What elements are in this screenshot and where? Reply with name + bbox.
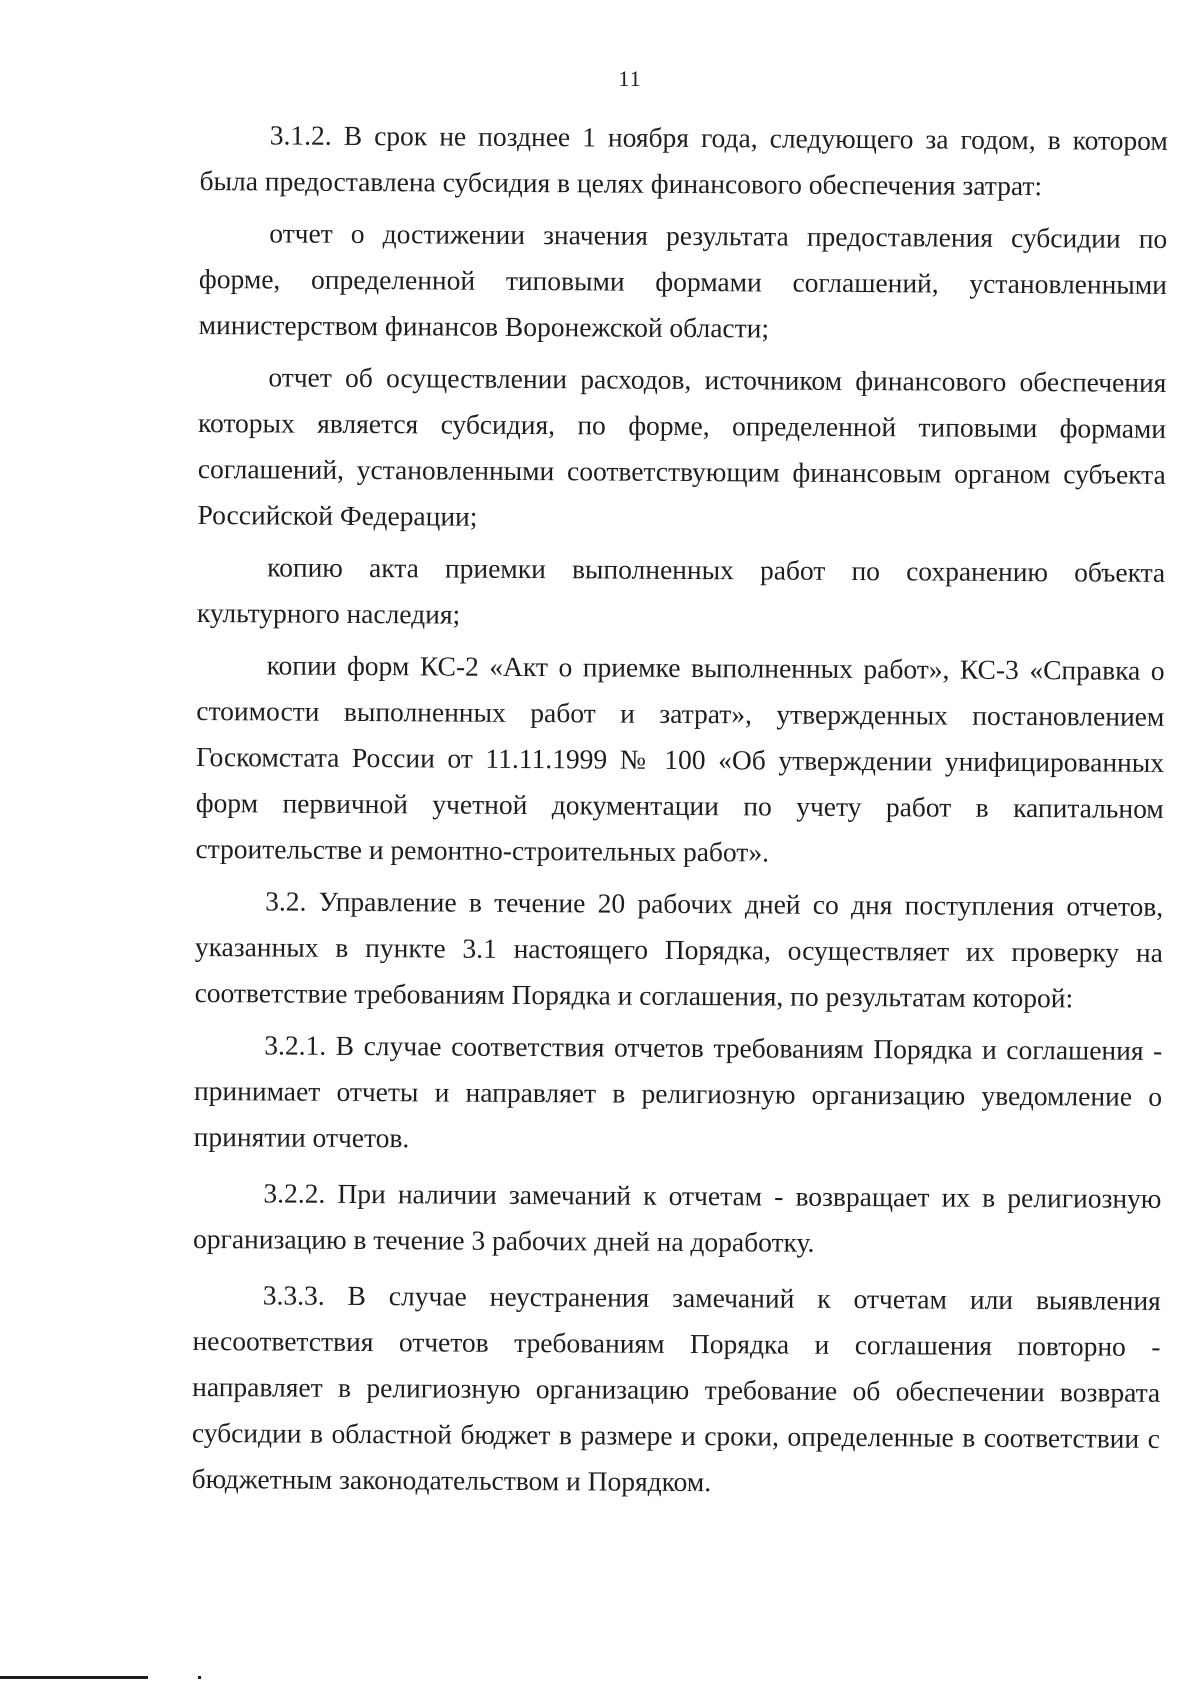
paragraph-ks-forms-copies: копии форм КС-2 «Акт о приемке выполненных работ», КС-3 «Справка о стоимости выполненных работ и затрат», утвержденных постановлением Госкомстата России от 11.11.1999 № 100 «Об утверждении унифицированных форм первичной учетной документации по учету работ в капитальном строительстве и ремонтно-строительных работ». — [195, 649, 1165, 868]
paragraph-acceptance-act-copy: копию акта приемки выполненных работ по сохранению объекта культурного наследия; — [196, 551, 1166, 630]
paragraph-3-1-2: 3.1.2. В срок не позднее 1 ноября года, следующего за годом, в котором была предоставлена субсидия в целях финансового обеспечения затрат: — [199, 119, 1168, 202]
paragraph-3-2: 3.2. Управление в течение 20 рабочих дней со дня поступления отчетов, указанных в пункте 3.1 настоящего Порядка, осуществляет их проверку на соответствие требованиям Порядка и соглашения, по результатам которой: — [194, 885, 1164, 1014]
paragraph-report-expenses: отчет об осуществлении расходов, источником финансового обеспечения которых является субсидия, по форме, определенной типовыми формами соглашений, установленными соответствующим финансовым органом субъекта Российской Федерации; — [197, 361, 1167, 532]
document-body — [192, 112, 1168, 1508]
footer-rule — [0, 1676, 148, 1679]
footer-mark — [198, 1676, 201, 1679]
paragraph-3-3-3: 3.3.3. В случае неустранения замечаний к отчетам или выявления несоответствия отчетов требованиям Порядка и соглашения повторно - направляет в религиозную организацию требование об обеспечении возврата субсидии в областной бюджет в размере и сроки, определенные в соответствии с бюджетным законодательством и Порядком. — [191, 1279, 1161, 1498]
paragraph-3-2-2: 3.2.2. При наличии замечаний к отчетам - возвращает их в религиозную организацию в течение 3 рабочих дней на доработку. — [193, 1177, 1162, 1258]
page-number: 11 — [618, 66, 642, 91]
paragraph-3-2-1: 3.2.1. В случае соответствия отчетов требованиям Порядка и соглашения - принимает отчеты и направляет в религиозную организацию уведомление о принятии отчетов. — [193, 1029, 1163, 1154]
paragraph-report-result: отчет о достижении значения результата предоставления субсидии по форме, определенной типовыми формами соглашений, установленными министерством финансов Воронежской области; — [198, 217, 1168, 344]
